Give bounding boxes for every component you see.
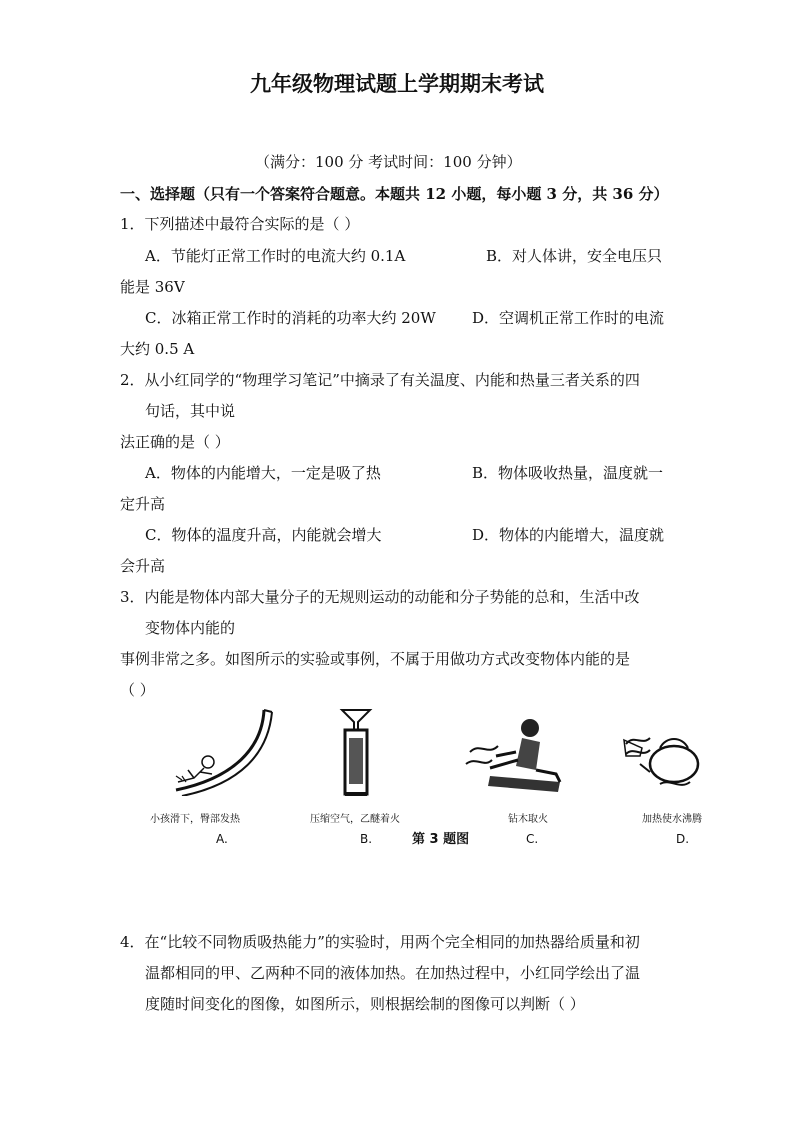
- question-2-stem-line-3: 法正确的是（ ）: [120, 433, 230, 451]
- drill-fire-illustration: [460, 712, 568, 796]
- question-1-option-d: D．空调机正常工作时的电流: [472, 309, 665, 327]
- figure-title: 第 3 题图: [412, 832, 470, 847]
- question-2-option-a: A．物体的内能增大，一定是吸了热: [145, 464, 381, 482]
- question-4-stem-line-3: 度随时间变化的图像，如图所示，则根据绘制的图像可以判断（ ）: [145, 995, 585, 1013]
- question-2-option-b-continued: 定升高: [120, 495, 166, 513]
- figure-caption-d: 加热使水沸腾: [642, 814, 702, 825]
- question-3-stem-line-2: 变物体内能的: [145, 619, 236, 637]
- question-1-stem: 1．下列描述中最符合实际的是（ ）: [120, 215, 360, 233]
- figure-caption-c: 钻木取火: [508, 814, 548, 825]
- question-2-stem-line-1: 2．从小红同学的“物理学习笔记”中摘录了有关温度、内能和热量三者关系的四: [120, 371, 640, 389]
- page-title: 九年级物理试题上学期期末考试: [250, 72, 544, 96]
- question-4-stem-line-1: 4．在“比较不同物质吸热能力”的实验时，用两个完全相同的加热器给质量和初: [120, 933, 640, 951]
- question-3-stem-line-3: 事例非常之多。如图所示的实验或事例，不属于用做功方式改变物体内能的是: [120, 650, 631, 668]
- question-2-option-d: D．物体的内能增大，温度就: [472, 526, 665, 544]
- exam-info: （满分：100 分 考试时间：100 分钟）: [255, 153, 522, 171]
- figure-caption-b: 压缩空气，乙醚着火: [310, 814, 400, 825]
- question-3-stem-line-4: （ ）: [120, 681, 155, 699]
- figure-letter-a: A.: [216, 832, 228, 846]
- question-3-figure: [150, 706, 710, 852]
- figure-letter-c: C.: [526, 832, 539, 846]
- question-3-stem-line-1: 3．内能是物体内部大量分子的无规则运动的动能和分子势能的总和，生活中改: [120, 588, 640, 606]
- figure-caption-a: 小孩滑下，臀部发热: [150, 814, 240, 825]
- question-2-option-c: C．物体的温度升高，内能就会增大: [145, 526, 382, 544]
- slide-illustration: [164, 708, 274, 796]
- question-1-option-c: C．冰箱正常工作时的消耗的功率大约 20W: [145, 309, 436, 327]
- figure-letter-b: B.: [360, 832, 373, 846]
- kettle-boiling-illustration: [620, 726, 706, 792]
- question-1-option-b-continued: 能是 36V: [120, 278, 185, 296]
- question-4-stem-line-2: 温都相同的甲、乙两种不同的液体加热。在加热过程中，小红同学绘出了温: [145, 964, 641, 982]
- question-1-option-b: B．对人体讲，安全电压只: [486, 247, 663, 265]
- section-heading: 一、选择题（只有一个答案符合题意。本题共 12 小题，每小题 3 分，共 36 分）: [120, 185, 669, 203]
- question-2-option-b: B．物体吸收热量，温度就一: [472, 464, 664, 482]
- figure-letter-d: D.: [676, 832, 690, 846]
- question-2-stem-line-2: 句话，其中说: [145, 402, 236, 420]
- question-2-option-d-continued: 会升高: [120, 557, 166, 575]
- compression-tube-illustration: [336, 708, 376, 798]
- question-1-option-d-continued: 大约 0.5 A: [120, 340, 195, 358]
- question-1-option-a: A．节能灯正常工作时的电流大约 0.1A: [145, 247, 406, 265]
